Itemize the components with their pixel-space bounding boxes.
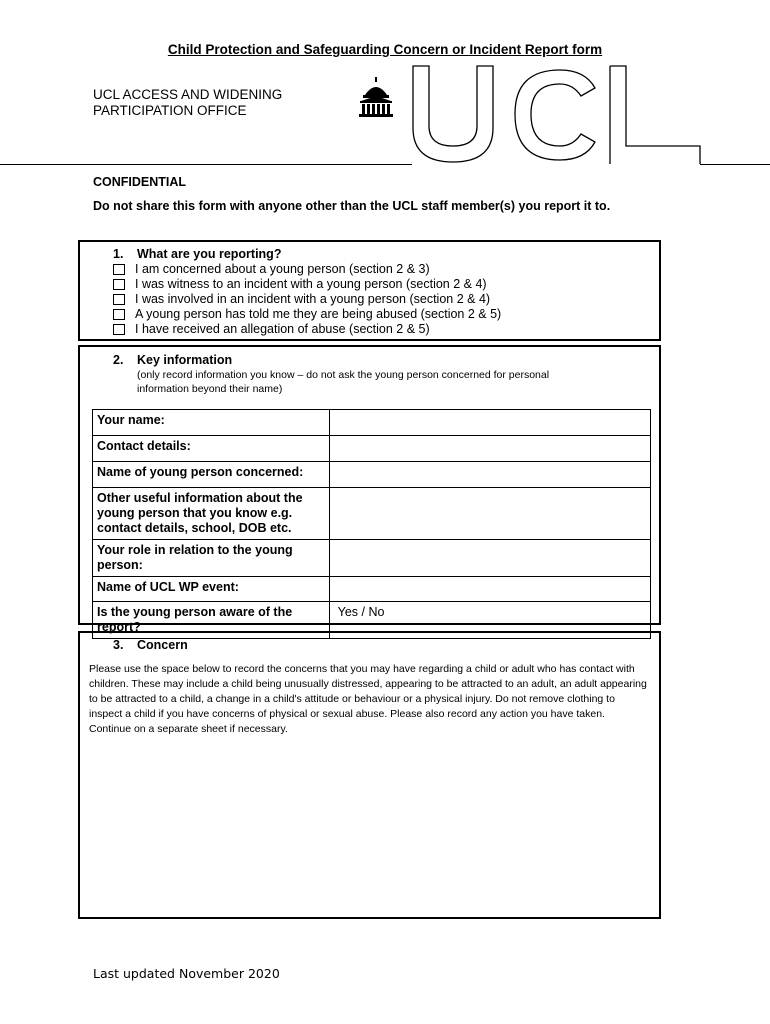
section-concern bbox=[78, 631, 661, 919]
table-row bbox=[93, 462, 651, 488]
contact-details-field[interactable] bbox=[329, 436, 650, 462]
concern-response-area[interactable] bbox=[89, 737, 649, 907]
young-person-name-field[interactable] bbox=[329, 462, 650, 488]
section-3-number: 3. bbox=[113, 638, 124, 652]
reporting-option-2[interactable] bbox=[113, 277, 487, 291]
key-information-table bbox=[92, 409, 651, 639]
last-updated-note: Last updated November 2020 bbox=[93, 966, 280, 981]
option-label: I am concerned about a young person (section 2 & 3) bbox=[135, 262, 430, 276]
reporting-option-1[interactable] bbox=[113, 262, 430, 276]
table-row bbox=[93, 540, 651, 577]
section-3-heading bbox=[113, 638, 188, 652]
section-1-heading bbox=[113, 247, 281, 261]
field-label: Is the young person aware of the report? bbox=[93, 602, 330, 639]
checkbox[interactable] bbox=[113, 264, 125, 275]
checkbox[interactable] bbox=[113, 279, 125, 290]
awareness-field[interactable]: Yes / No bbox=[329, 602, 650, 639]
section-2-title: Key information bbox=[137, 353, 233, 367]
section-key-information bbox=[78, 345, 661, 634]
option-label: A young person has told me they are being abused (section 2 & 5) bbox=[135, 307, 502, 321]
sharing-instruction: Do not share this form with anyone other than the UCL staff member(s) you report it to. bbox=[93, 199, 611, 213]
checkbox[interactable] bbox=[113, 294, 125, 305]
office-name-line-1: UCL ACCESS AND WIDENING bbox=[93, 87, 283, 102]
section-3-title: Concern bbox=[137, 638, 188, 652]
ucl-portico-icon bbox=[355, 77, 399, 121]
table-row bbox=[93, 436, 651, 462]
field-label: Your name: bbox=[93, 410, 330, 436]
section-1-title: What are you reporting? bbox=[137, 247, 282, 261]
office-name-line-2: PARTICIPATION OFFICE bbox=[93, 103, 247, 118]
checkbox[interactable] bbox=[113, 324, 125, 335]
field-label: Your role in relation to the young person: bbox=[93, 540, 330, 577]
table-row bbox=[93, 410, 651, 436]
table-row bbox=[93, 488, 651, 540]
section-2-number: 2. bbox=[113, 353, 124, 367]
table-row bbox=[93, 577, 651, 602]
reporting-option-3[interactable] bbox=[113, 292, 490, 306]
form-title: Child Protection and Safeguarding Concern or Incident Report form bbox=[167, 42, 603, 57]
option-label: I was witness to an incident with a young person (section 2 & 4) bbox=[135, 277, 487, 291]
wp-event-field[interactable] bbox=[329, 577, 650, 602]
confidential-label: CONFIDENTIAL bbox=[93, 175, 187, 189]
option-label: I have received an allegation of abuse (section 2 & 5) bbox=[135, 322, 430, 336]
option-label: I was involved in an incident with a young person (section 2 & 4) bbox=[135, 292, 491, 306]
field-label: Name of UCL WP event: bbox=[93, 577, 330, 602]
your-name-field[interactable] bbox=[329, 410, 650, 436]
section-2-note-line-2: information beyond their name) bbox=[137, 383, 283, 395]
office-name bbox=[93, 87, 282, 119]
ucl-logo bbox=[405, 62, 705, 170]
reporting-option-4[interactable] bbox=[113, 307, 501, 321]
section-1-number: 1. bbox=[113, 247, 124, 261]
other-info-field[interactable] bbox=[329, 488, 650, 540]
header-rule-right bbox=[700, 164, 770, 165]
reporting-option-5[interactable] bbox=[113, 322, 430, 336]
checkbox[interactable] bbox=[113, 309, 125, 320]
your-role-field[interactable] bbox=[329, 540, 650, 577]
section-2-note-line-1: (only record information you know – do not ask the young person concerned for personal bbox=[137, 369, 550, 381]
header-rule-left bbox=[0, 164, 412, 165]
section-2-note bbox=[137, 368, 549, 396]
section-reporting-type bbox=[78, 240, 661, 341]
field-label: Name of young person concerned: bbox=[93, 462, 330, 488]
section-2-heading bbox=[113, 353, 232, 367]
field-label: Other useful information about the young person that you know e.g. contact details, school, DOB etc. bbox=[93, 488, 330, 540]
field-label: Contact details: bbox=[93, 436, 330, 462]
concern-instructions: Please use the space below to record the concerns that you may have regarding a child or adult who has contact with children. These may include a child being unusually distressed, appearing to be attracted to an adult, an adult appearing to be attracted to a child, a change in a child's attitude or behaviour or a physical injury. Do not remove clothing to inspect a child if you have concerns of physical or sexual abuse. Please also record any action you have taken. Continue on a separate sheet if necessary. bbox=[89, 663, 647, 735]
